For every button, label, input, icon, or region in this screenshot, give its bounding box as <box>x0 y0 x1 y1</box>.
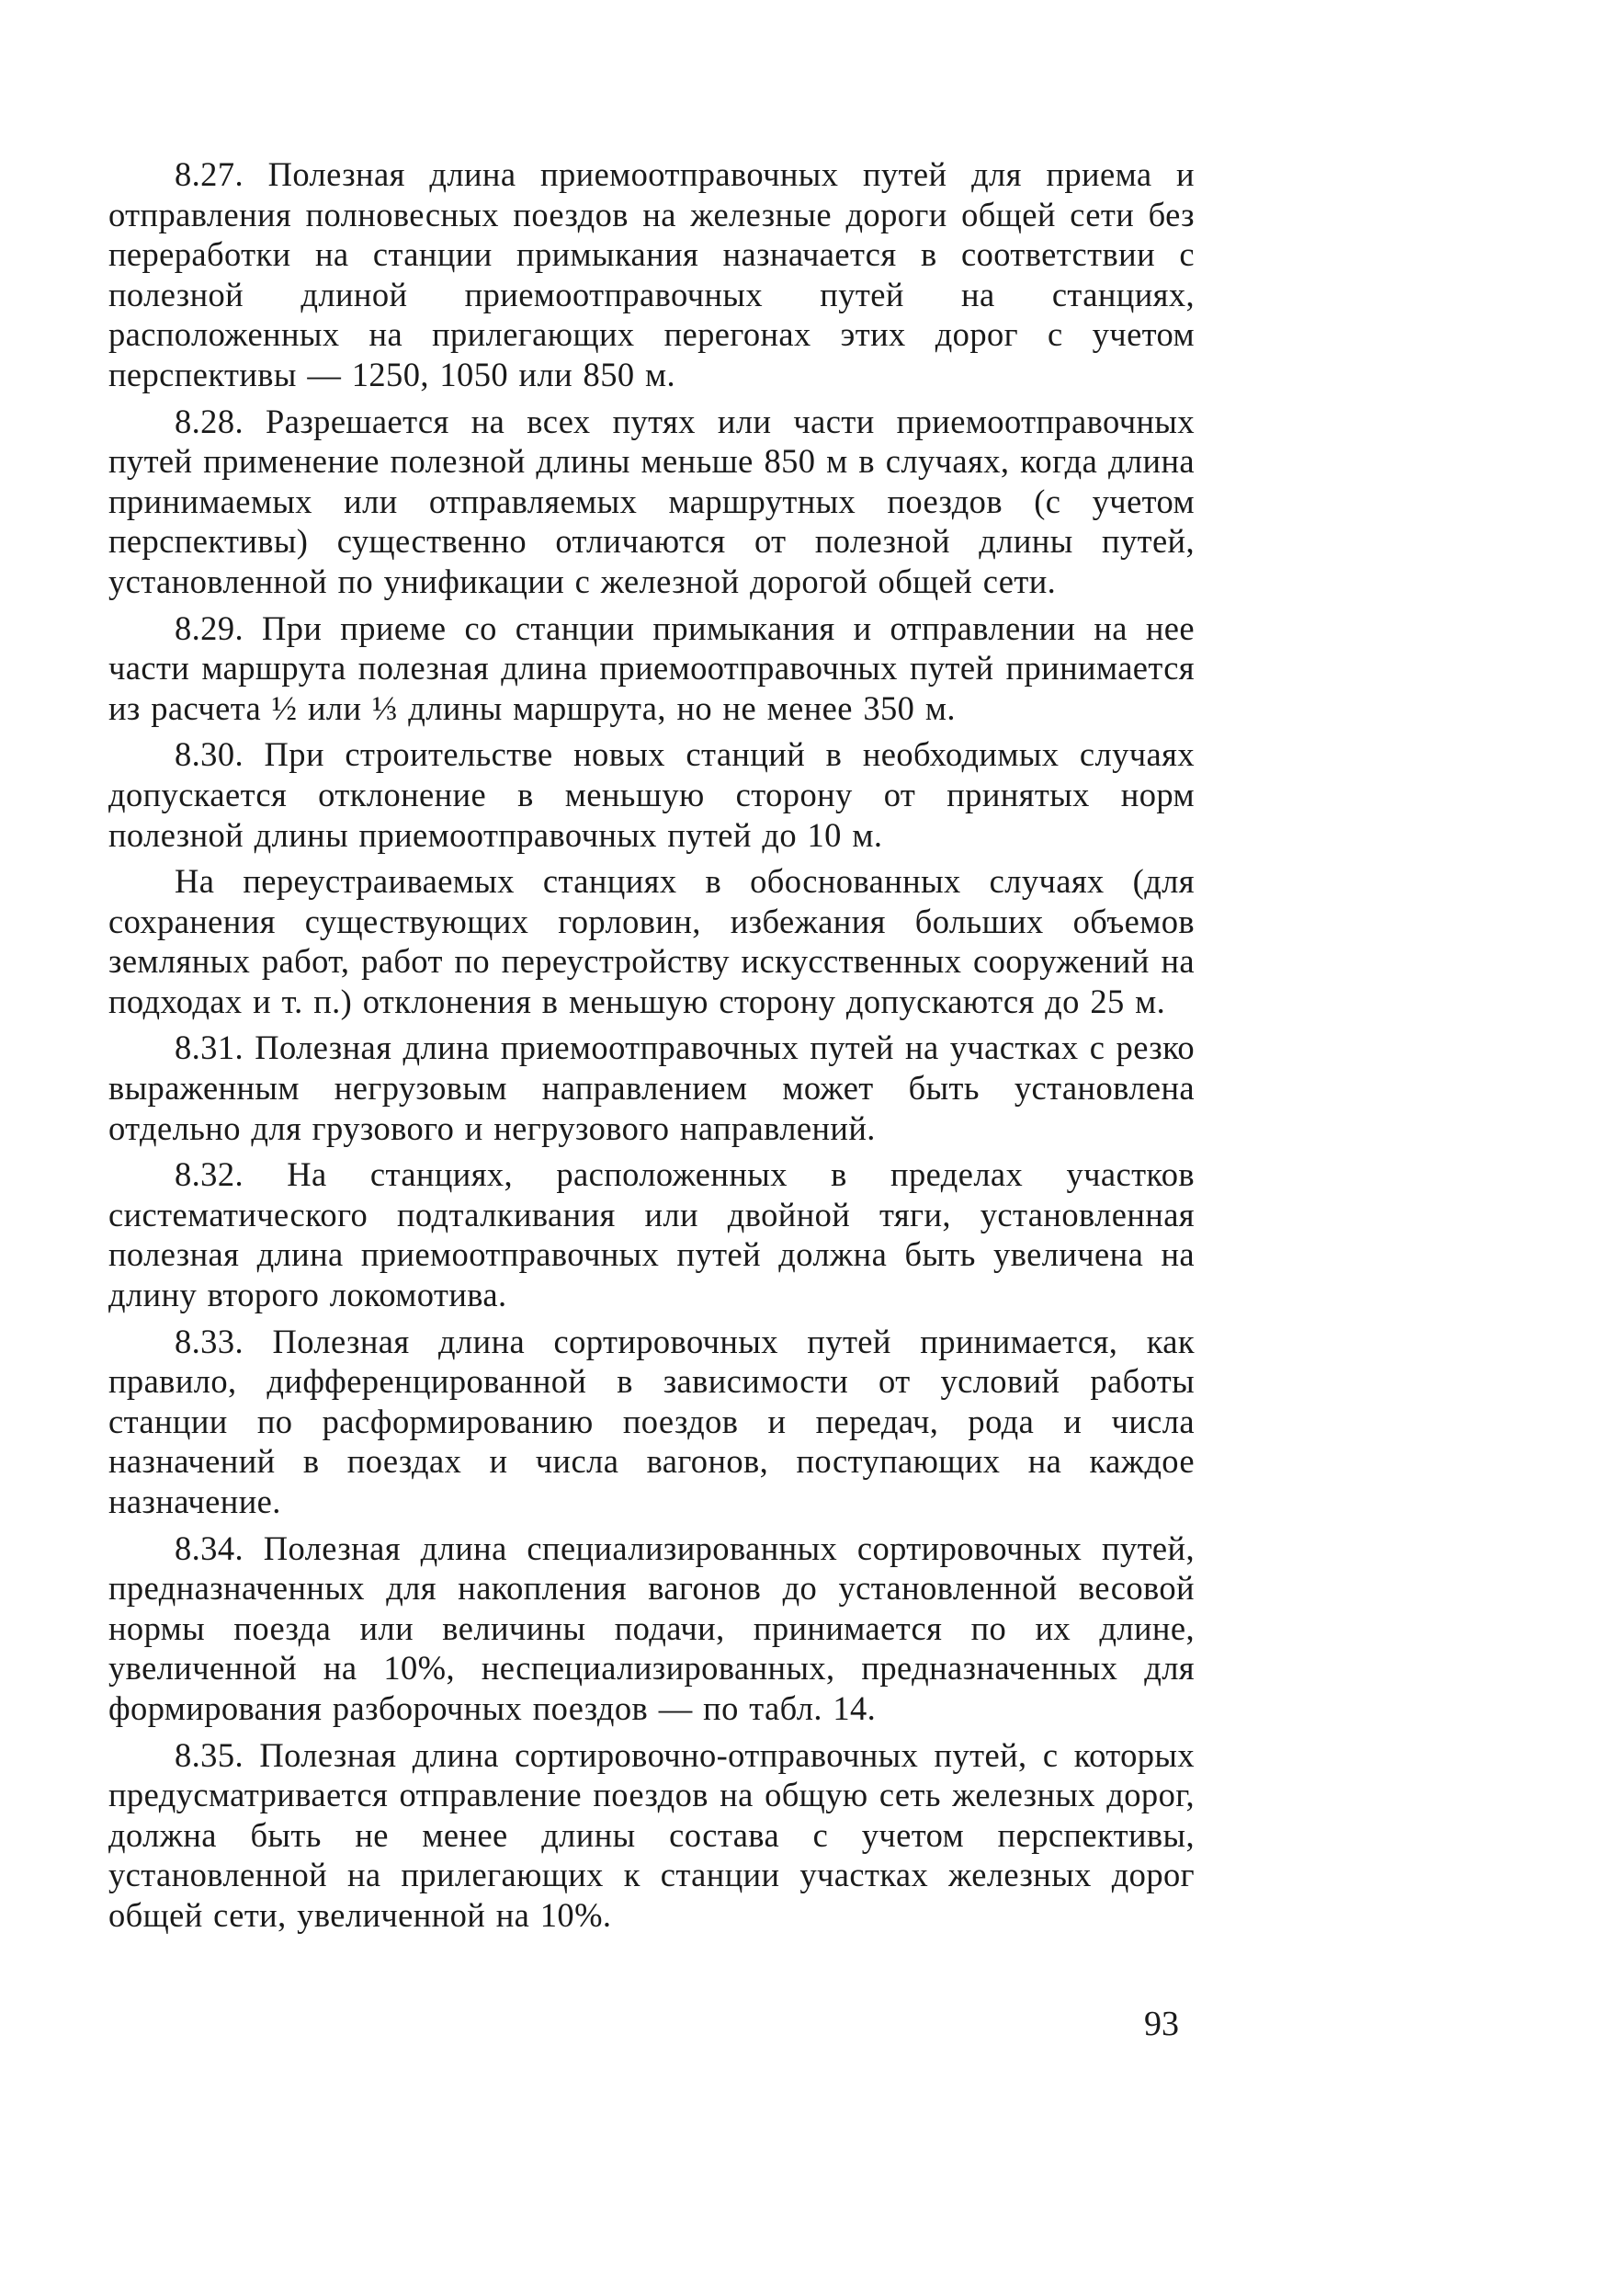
paragraph-text: Полезная длина приемоотправочных путей для приема и отправления полновесных поездов на железные дороги общей сети без переработки на станции примыкания назначается в соответствии с полезной длиной приемоотправочных путей на станциях, расположенных на прилегающих перегонах этих дорог с учетом перспективы — 1250, 1050 или 850 м. <box>108 155 1195 393</box>
clause-number: 8.30. <box>175 735 244 774</box>
clause-number: 8.28. <box>175 402 244 440</box>
paragraph-8-28 <box>108 402 1195 602</box>
paragraph-8-35 <box>108 1735 1195 1936</box>
paragraph-text: При приеме со станции примыкания и отправлении на нее части маршрута полезная длина приемоотправочных путей принимается из расчета ½ или ⅓ длины маршрута, но не менее 350 м. <box>108 608 1195 727</box>
clause-number: 8.34. <box>175 1529 244 1567</box>
paragraph-text: Полезная длина сортировочных путей принимается, как правило, дифференцированной в зависимости от условий работы станции по расформированию поездов и передач, рода и числа назначений в поездах и числа вагонов, поступающих на каждое назначение. <box>108 1322 1196 1520</box>
paragraph-8-27 <box>108 154 1195 395</box>
paragraph-text: Полезная длина приемоотправочных путей на участках с резко выраженным негрузовым направлением может быть установлена отдельно для грузового и негрузового направлений. <box>108 1029 1196 1147</box>
paragraph-8-29 <box>108 608 1195 729</box>
paragraph-text: При строительстве новых станций в необходимых случаях допускается отклонение в меньшую сторону от принятых норм полезной длины приемоотправочных путей до 10 м. <box>108 735 1195 854</box>
document-body <box>108 154 1195 1936</box>
clause-number: 8.35. <box>175 1735 244 1774</box>
clause-number: 8.29. <box>175 608 244 647</box>
paragraph-text: На станциях, расположенных в пределах участков систематического подталкивания или двойной тяги, установленная полезная длина приемоотправочных путей должна быть увеличена на длину второго локомотива. <box>108 1155 1195 1314</box>
clause-number: 8.31. <box>175 1029 244 1067</box>
paragraph-text: Разрешается на всех путях или части приемоотправочных путей применение полезной длины меньше 850 м в случаях, когда длина принимаемых или отправляемых маршрутных поездов (с учетом перспективы) существенно отличаются от полезной длины путей, установленной по унификации с железной дорогой общей сети. <box>108 402 1196 600</box>
paragraph-text: Полезная длина сортировочно-отправочных путей, с которых предусматривается отправление поездов на общую сеть железных дорог, должна быть не менее длины состава с учетом перспективы, установленной на прилегающих к станции участках железных дорог общей сети, увеличенной на 10%. <box>108 1735 1196 1934</box>
clause-number: 8.27. <box>175 155 244 193</box>
paragraph-8-32 <box>108 1154 1195 1314</box>
paragraph-8-30 <box>108 734 1195 855</box>
paragraph-8-30-continued <box>108 861 1195 1021</box>
clause-number: 8.32. <box>175 1155 244 1194</box>
paragraph-text: На переустраиваемых станциях в обоснованных случаях (для сохранения существующих горловин, избежания больших объемов земляных работ, работ по переустройству искусственных сооружений на подходах и т. п.) отклонения в меньшую сторону допускаются до 25 м. <box>108 862 1195 1020</box>
page-number: 93 <box>1144 2005 1179 2043</box>
paragraph-8-34 <box>108 1529 1195 1729</box>
clause-number: 8.33. <box>175 1322 244 1360</box>
paragraph-text: Полезная длина специализированных сортировочных путей, предназначенных для накопления вагонов до установленной весовой нормы поезда или величины подачи, принимается по их длине, увеличенной на 10%, неспециализированных, предназначенных для формирования разборочных поездов — по табл. 14. <box>108 1529 1195 1727</box>
paragraph-8-31 <box>108 1028 1195 1148</box>
paragraph-8-33 <box>108 1322 1195 1522</box>
